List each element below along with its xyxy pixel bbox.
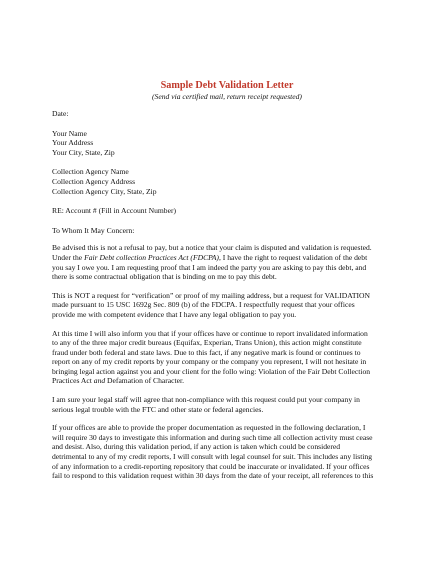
paragraph-line: there is some contractual obligation that is binding on me to pay this debt. (52, 272, 277, 282)
italic-text: Fair Debt collection Practices Act (FDCPA) (84, 252, 219, 262)
sender-line: Your City, State, Zip (52, 147, 115, 157)
recipient-line: Collection Agency Address (52, 176, 136, 186)
sender-line: Your Address (52, 138, 94, 148)
paragraph-line: will require 30 days to investigate this information and during such time all collection activity must cease (52, 432, 373, 442)
paragraph-line: made pursuant to 15 USC 1692g Sec. 809 (b) of the FDCPA. I respectfully request that your offices (52, 300, 355, 310)
letter-subtitle: (Send via certified mail, return receipt requested) (152, 92, 302, 101)
date-label: Date: (52, 109, 69, 118)
recipient-address (52, 167, 402, 196)
body-paragraph (52, 329, 402, 387)
salutation-block (52, 226, 402, 236)
letter-title: Sample Debt Validation Letter (160, 80, 294, 91)
paragraph-line: fraud under both federal and state laws. Due to this fact, if any negative mark is found or continues to (52, 347, 361, 357)
letter-body (52, 243, 402, 480)
paragraph-line: serious legal trouble with the FTC and other state or federal agencies. (52, 404, 264, 414)
paragraph-line: you say I owe you. I am requesting proof that I am indeed the party you are asking to pay this debt, and (52, 262, 367, 272)
paragraph-line: provide me with competent evidence that I have any legal obligation to pay you. (52, 309, 297, 319)
account-reference: RE: Account # (Fill in Account Number) (52, 206, 177, 216)
paragraph-line: bringing legal action against you and your client for the follo wing: Violation of the Fair Debt Collection (52, 366, 371, 376)
italic-text: and (93, 376, 106, 386)
sender-line: Your Name (52, 128, 87, 138)
body-paragraph (52, 423, 402, 481)
recipient-line: Collection Agency City, State, Zip (52, 186, 157, 196)
paragraph-line: Practices Act and Defamation of Character. (52, 376, 185, 386)
paragraph-line: fail to respond to this validation request within 30 days from the date of your receipt, all references to this (52, 471, 374, 481)
paragraph-line: I am sure your legal staff will agree that non-compliance with this request could put your company in (52, 395, 360, 405)
paragraph-line: of any information to a credit-reporting repository that could be inaccurate or invalidated. If your offices (52, 461, 370, 471)
paragraph-line: Under the Fair Debt collection Practices Act (FDCPA), I have the right to request validation of the debt (52, 252, 368, 262)
body-paragraph (52, 395, 402, 414)
sender-address (52, 129, 402, 158)
paragraph-line: detrimental to any of my credit reports, I will consult with legal counsel for suit. This includes any listing (52, 452, 373, 462)
body-paragraph (52, 291, 402, 320)
paragraph-line: At this time I will also inform you that if your offices have or continue to report invalidated information (52, 328, 368, 338)
paragraph-line: report on any of my credit reports by your company or the company you represent, I will not hesitate in (52, 357, 367, 367)
salutation: To Whom It May Concern: (52, 225, 135, 235)
re-line (52, 206, 402, 216)
recipient-line: Collection Agency Name (52, 167, 129, 177)
paragraph-line: and desist. Also, during this validation period, if any action is taken which could be considered (52, 442, 341, 452)
date-line (52, 109, 402, 119)
paragraph-line: to any of the three major credit bureaus (Equifax, Experian, Trans Union), this action might constitute (52, 338, 362, 348)
paragraph-line: This is NOT a request for “verification” or proof of my mailing address, but a request for VALIDATION (52, 290, 371, 300)
body-paragraph (52, 243, 402, 281)
paragraph-line: If your offices are able to provide the proper documentation as requested in the following declaration, I (52, 423, 366, 433)
paragraph-line: Be advised this is not a refusal to pay, but a notice that your claim is disputed and validation is requested. (52, 243, 372, 253)
